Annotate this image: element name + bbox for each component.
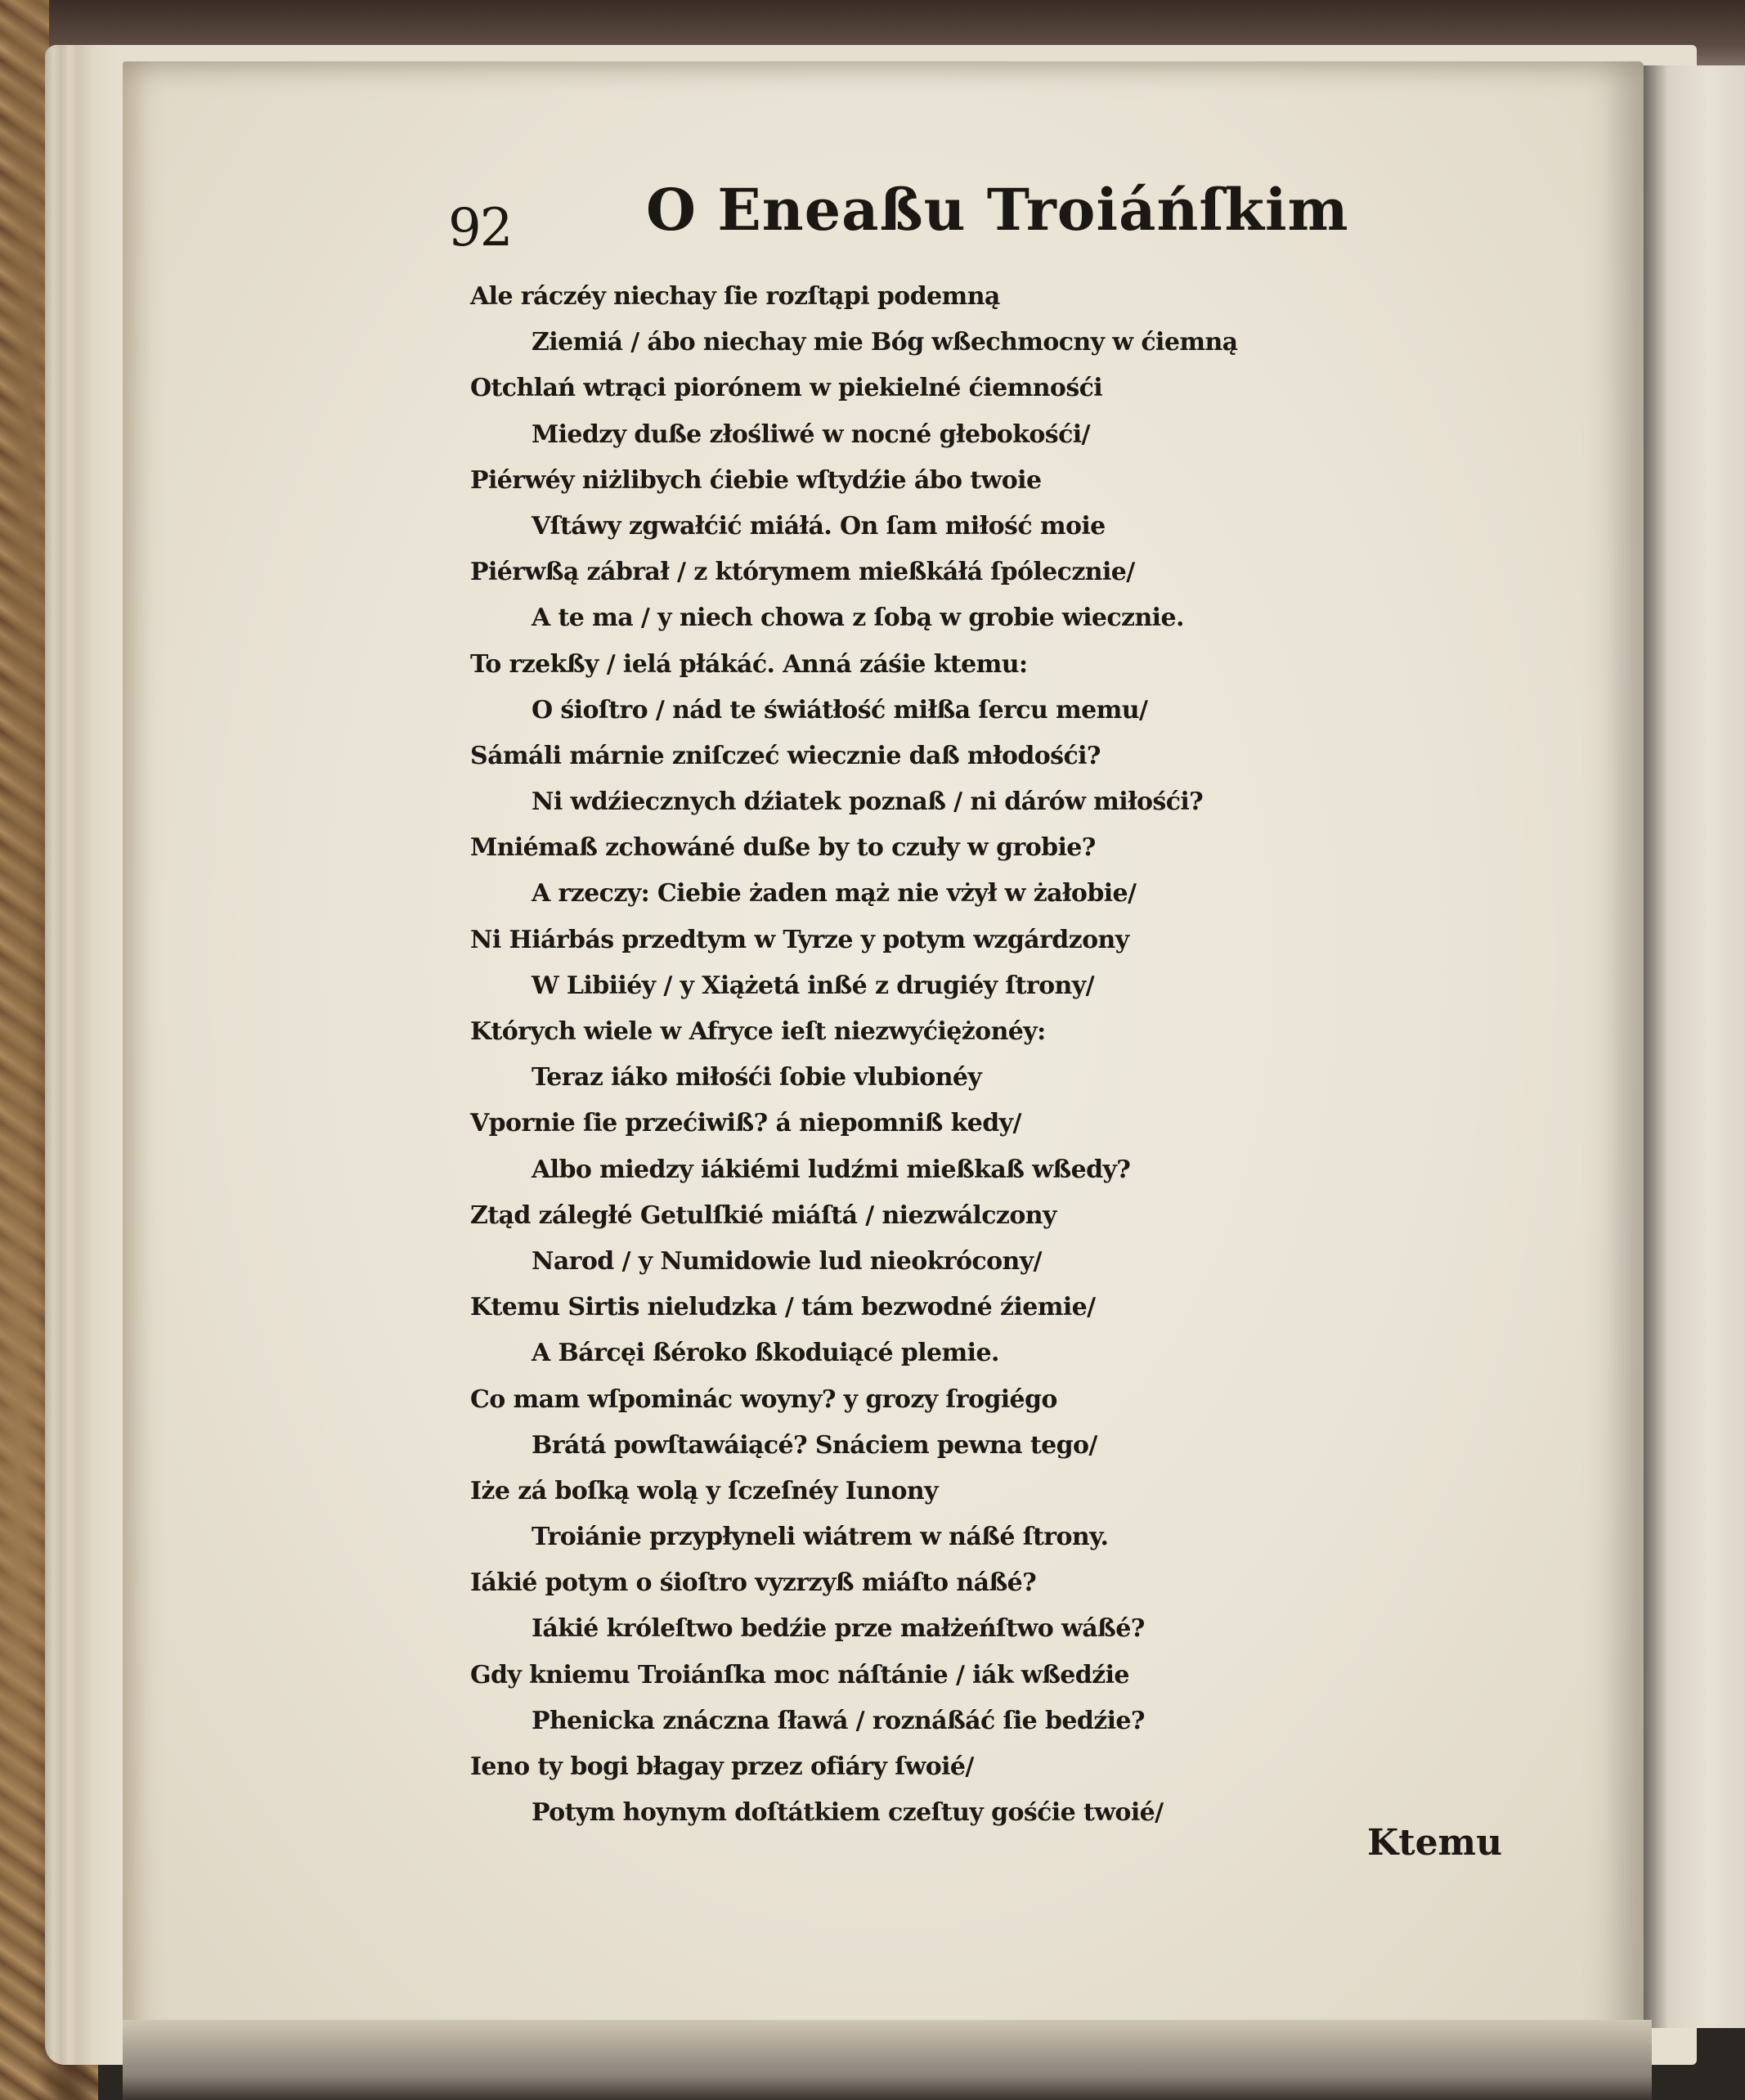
verse-line: Których wiele w Afryce ieſt niezwyćiężonéy: xyxy=(470,1017,1046,1046)
facing-page-edge xyxy=(1644,65,1745,2028)
verse-line: Ziemiá / ábo niechay mie Bóg wßechmocny w ćiemną xyxy=(532,328,1238,357)
verse-line: Gdy kniemu Troiánſka moc náſtánie / iák wßedźie xyxy=(470,1660,1129,1689)
verse-line: Potym hoynym doſtátkiem czeſtuy gośćie twoié/ xyxy=(532,1798,1164,1828)
verse-line: Sámáli márnie zniſczeć wiecznie daß młodośći? xyxy=(470,741,1101,770)
verse-line: Ieno ty bogi błagay przez ofiáry ſwoié/ xyxy=(470,1752,974,1781)
verse-line: W Libiiéy / y Xiążetá inßé z drugiéy ſtrony/ xyxy=(532,971,1094,1000)
verse-line: Miedzy duße złośliwé w nocné głebokośći/ xyxy=(532,420,1090,449)
verse-line: Ktemu Sirtis nieludzka / tám bezwodné źiemie/ xyxy=(470,1293,1096,1322)
verse-line: Brátá powſtawáiącé? Snáciem pewna tego/ xyxy=(532,1430,1097,1460)
verse-line: Piérwéy niżlibych ćiebie wſtydźie ábo twoie xyxy=(470,465,1042,495)
verse-line: Iże zá boſką wolą y ſczeſnéy Iunony xyxy=(470,1476,938,1505)
verse-line: Troiánie przypłyneli wiátrem w náßé ſtrony. xyxy=(532,1523,1109,1552)
verse-line: Narod / y Numidowie lud nieokrócony/ xyxy=(532,1246,1042,1276)
verse-line: Vpornie ſie przećiwiß? á niepomniß kedy/ xyxy=(470,1109,1021,1138)
catchword: Ktemu xyxy=(1367,1822,1503,1864)
verse-line: Albo miedzy iákiémi ludźmi mießkaß wßedy? xyxy=(532,1155,1131,1184)
verse-line: A rzeczy: Ciebie żaden mąż nie vżył w żałobie/ xyxy=(532,879,1137,909)
verse-line: Ale ráczéy niechay ſie rozſtąpi podemną xyxy=(470,282,1000,311)
verse-line: A te ma / y niech chowa z ſobą w grobie wiecznie. xyxy=(532,604,1184,633)
verse-line: Otchlań wtrąci piorónem w piekielné ćiemnośći xyxy=(470,374,1103,403)
verse-line: Phenicka znáczna ſławá / roznáßáć ſie bedźie? xyxy=(532,1706,1145,1735)
verse-line: Piérwßą zábrał / z którymem mießkáłá ſpólecznie/ xyxy=(470,558,1135,587)
verse-line: A Bárcęi ßéroko ßkoduiącé plemie. xyxy=(532,1339,999,1368)
book-bottom-edge xyxy=(123,2020,1652,2100)
verse-text xyxy=(470,274,1550,1836)
running-title: O Eneaßu Troiáńſkim xyxy=(646,176,1349,244)
verse-line: Mniémaß zchowáné duße by to czuły w grobie? xyxy=(470,833,1096,863)
verse-line: Vſtáwy zgwałćić miáłá. On ſam miłość moie xyxy=(532,511,1106,541)
verse-line: Iákié potym o śioſtro vyzrzyß miáſto náßé? xyxy=(470,1568,1037,1598)
verse-line: Ni Hiárbás przedtym w Tyrze y potym wzgárdzony xyxy=(470,925,1129,954)
verse-line: Iákié króleſtwo bedźie prze małżeńſtwo wáßé? xyxy=(532,1614,1145,1644)
verse-line: Co mam wſpominác woyny? y grozy ſrogiégo xyxy=(470,1384,1057,1414)
verse-line: Teraz iáko miłośći ſobie vlubionéy xyxy=(532,1063,982,1093)
page-number: 92 xyxy=(448,198,512,258)
verse-line: O śioſtro / nád te świátłość miłßa ſercu memu/ xyxy=(532,695,1148,725)
verse-line: Ztąd záległé Getulſkié miáſtá / niezwálczony xyxy=(470,1200,1056,1230)
verse-line: Ni wdźiecznych dźiatek poznaß / ni dárów miłośći? xyxy=(532,788,1204,817)
verse-line: To rzekßy / ielá płákáć. Anná záśie ktemu: xyxy=(470,649,1028,679)
